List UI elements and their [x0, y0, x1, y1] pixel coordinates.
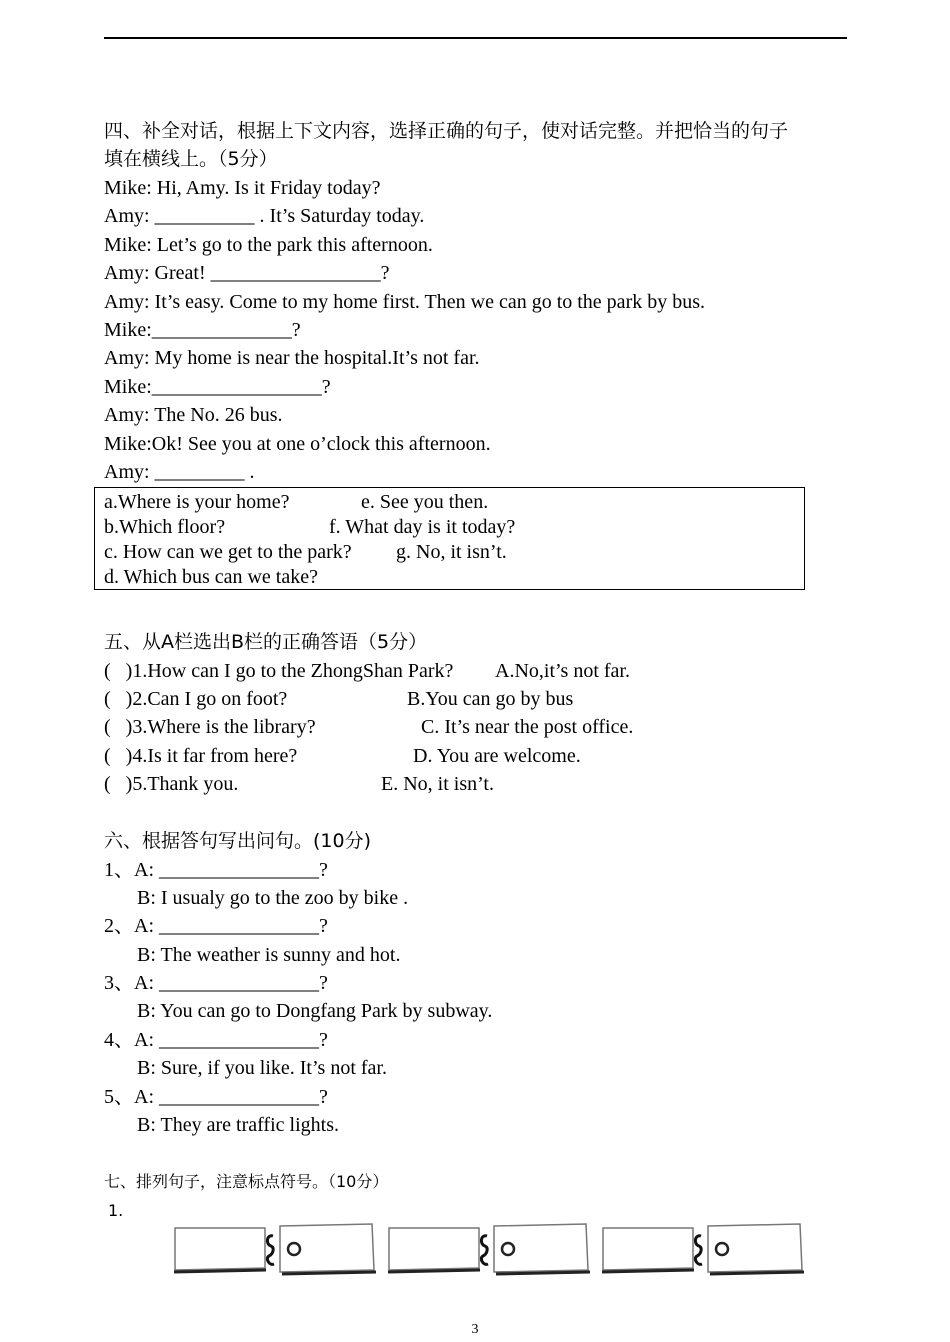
question-blank: 2、A: ________________?	[104, 915, 328, 937]
option-c: c. How can we get to the park?	[104, 541, 352, 563]
answer-line: B: You can go to Dongfang Park by subway.	[137, 1000, 493, 1022]
section7-item-number: 1.	[108, 1201, 124, 1220]
dialogue-line: Mike:_________________?	[104, 376, 331, 398]
answer-line: B: The weather is sunny and hot.	[137, 944, 401, 966]
match-answer: C. It’s near the post office.	[421, 716, 634, 738]
dialogue-line: Mike: Hi, Amy. Is it Friday today?	[104, 177, 381, 199]
dialogue-line: Mike:Ok! See you at one o’clock this afternoon.	[104, 433, 491, 455]
match-answer: E. No, it isn’t.	[381, 773, 494, 795]
section4-heading-line2: 填在横线上。（5分）	[104, 148, 278, 170]
question-blank: 3、A: ________________?	[104, 972, 328, 994]
dialogue-line: Amy: __________ . It’s Saturday today.	[104, 205, 425, 227]
option-b: b.Which floor?	[104, 516, 226, 538]
dialogue-line: Mike: Let’s go to the park this afternoon.	[104, 234, 433, 256]
dialogue-line: Amy: Great! _________________?	[104, 262, 390, 284]
section7-heading: 七、排列句子，注意标点符号。（10分）	[104, 1172, 389, 1191]
header-rule	[104, 37, 847, 39]
answer-line: B: Sure, if you like. It’s not far.	[137, 1057, 387, 1079]
puzzle-piece-3	[602, 1224, 804, 1274]
option-a: a.Where is your home?	[104, 491, 290, 513]
option-d: d. Which bus can we take?	[104, 566, 318, 588]
dialogue-line: Amy: My home is near the hospital.It’s not far.	[104, 347, 480, 369]
match-answer: D. You are welcome.	[413, 745, 581, 767]
answer-line: B: They are traffic lights.	[137, 1114, 339, 1136]
answer-line: B: I usualy go to the zoo by bike .	[137, 887, 409, 909]
dialogue-line: Amy: It’s easy. Come to my home first. Then we can go to the park by bus.	[104, 291, 706, 313]
puzzle-piece-2	[388, 1224, 590, 1274]
dialogue-line: Mike:______________?	[104, 319, 301, 341]
option-g: g. No, it isn’t.	[396, 541, 507, 563]
match-question: ( )1.How can I go to the ZhongShan Park?	[104, 660, 454, 682]
page-number: 3	[471, 1322, 479, 1337]
question-blank: 5、A: ________________?	[104, 1086, 328, 1108]
match-question: ( )5.Thank you.	[104, 773, 239, 795]
question-blank: 4、A: ________________?	[104, 1029, 328, 1051]
option-f: f. What day is it today?	[329, 516, 516, 538]
match-question: ( )3.Where is the library?	[104, 716, 316, 738]
section6-heading: 六、根据答句写出问句。(10分)	[104, 830, 372, 852]
dialogue-line: Amy: The No. 26 bus.	[104, 404, 283, 426]
puzzle-pieces	[170, 1218, 810, 1282]
puzzle-piece-1	[174, 1224, 376, 1274]
section5-heading: 五、从A栏选出B栏的正确答语（5分）	[104, 631, 428, 653]
options-box	[94, 487, 805, 590]
dialogue-line: Amy: _________ .	[104, 461, 255, 483]
match-answer: A.No,it’s not far.	[495, 660, 630, 682]
question-blank: 1、A: ________________?	[104, 859, 328, 881]
option-e: e. See you then.	[361, 491, 489, 513]
match-question: ( )4.Is it far from here?	[104, 745, 298, 767]
match-question: ( )2.Can I go on foot?	[104, 688, 288, 710]
match-answer: B.You can go by bus	[407, 688, 574, 710]
section4-heading-line1: 四、补全对话，根据上下文内容，选择正确的句子，使对话完整。并把恰当的句子	[104, 120, 789, 142]
